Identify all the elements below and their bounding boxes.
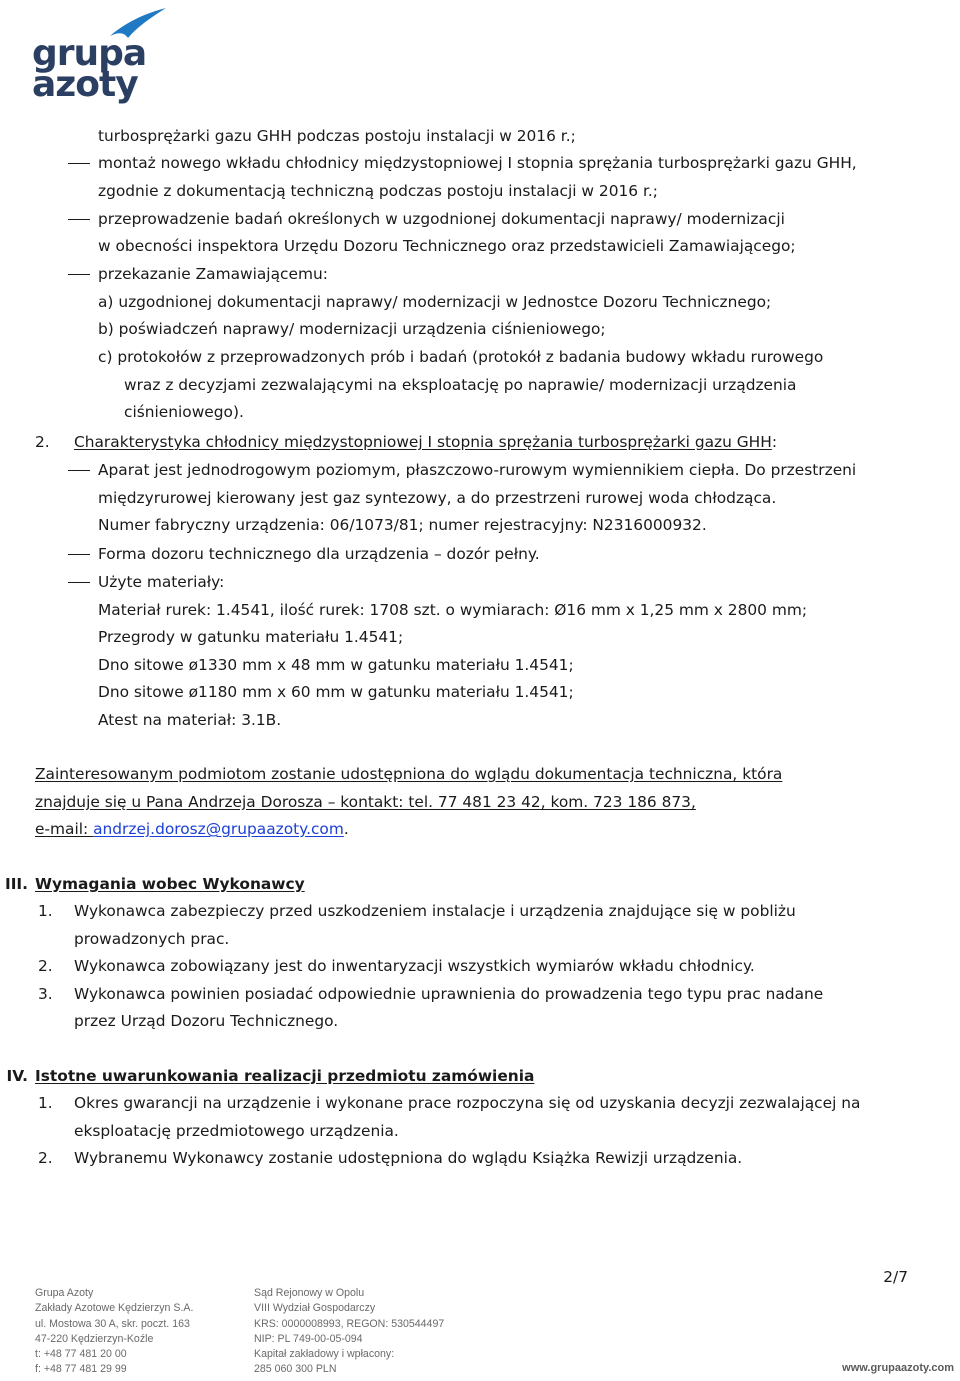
contact-line: Zainteresowanym podmiotom zostanie udostępniona do wglądu dokumentacja techniczna, która xyxy=(35,765,783,783)
text-line: w obecności inspektora Urzędu Dozoru Technicznego oraz przedstawicieli Zamawiającego; xyxy=(98,237,796,255)
section-number: III. xyxy=(4,875,28,893)
list-dash xyxy=(68,219,90,220)
text-line: Forma dozoru technicznego dla urządzenia – dozór pełny. xyxy=(98,545,540,563)
text-line: Materiał rurek: 1.4541, ilość rurek: 1708 szt. o wymiarach: Ø16 mm x 1,25 mm x 2800 mm; xyxy=(98,601,808,619)
list-number: 3. xyxy=(38,985,53,1003)
footer-line: 47-220 Kędzierzyn-Koźle xyxy=(35,1332,154,1345)
text-line: ciśnieniowego). xyxy=(124,403,244,421)
section-number: IV. xyxy=(6,1067,28,1085)
footer-line: f: +48 77 481 29 99 xyxy=(35,1363,127,1376)
email-suffix: . xyxy=(343,820,349,838)
footer-line: ul. Mostowa 30 A, skr. poczt. 163 xyxy=(35,1317,190,1330)
footer-line: VIII Wydział Gospodarczy xyxy=(254,1302,376,1315)
text-line: wraz z decyzjami zezwalającymi na eksploatację po naprawie/ modernizacji urządzenia xyxy=(124,376,797,394)
email-link[interactable]: andrzej.dorosz@grupaazoty.com xyxy=(93,820,344,838)
section-title: Istotne uwarunkowania realizacji przedmiotu zamówienia xyxy=(35,1067,535,1085)
footer-line: Kapitał zakładowy i wpłacony: xyxy=(254,1348,395,1361)
list-number: 2. xyxy=(38,1149,53,1167)
text-line: zgodnie z dokumentacją techniczną podczas postoju instalacji w 2016 r.; xyxy=(98,182,658,200)
footer-line: Grupa Azoty xyxy=(35,1287,94,1299)
list-item-text: Wykonawca zabezpieczy przed uszkodzeniem instalacje i urządzenia znajdujące się w pobliżu xyxy=(74,902,796,920)
footer-company xyxy=(35,1286,193,1378)
text-line: montaż nowego wkładu chłodnicy międzystopniowej I stopnia sprężania turbosprężarki gazu GHH, xyxy=(98,154,857,172)
text-line: Dno sitowe ø1330 mm x 48 mm w gatunku materiału 1.4541; xyxy=(98,656,574,674)
footer-line: Zakłady Azotowe Kędzierzyn S.A. xyxy=(35,1302,194,1315)
text-line: b) poświadczeń naprawy/ modernizacji urządzenia ciśnieniowego; xyxy=(98,320,606,338)
text-line: Przegrody w gatunku materiału 1.4541; xyxy=(98,628,404,646)
list-item-text: Wykonawca powinien posiadać odpowiednie uprawnienia do prowadzenia tego typu prac nadane xyxy=(74,985,824,1003)
logo-word-azoty: azoty xyxy=(32,64,138,105)
text-line: Atest na materiał: 3.1B. xyxy=(98,711,282,729)
justified-line xyxy=(98,347,908,367)
list-item-text: Wykonawca zobowiązany jest do inwentaryzacji wszystkich wymiarów wkładu chłodnicy. xyxy=(74,957,755,975)
list-item-text: przez Urząd Dozoru Technicznego. xyxy=(74,1012,339,1030)
list-number: 1. xyxy=(38,1094,53,1112)
text-line: międzyrurowej kierowany jest gaz syntezowy, a do przestrzeni rurowej woda chłodząca. xyxy=(98,489,777,507)
list-dash xyxy=(68,274,90,275)
heading-colon: : xyxy=(771,433,778,451)
footer-line: NIP: PL 749-00-05-094 xyxy=(254,1332,363,1345)
heading-text: Charakterystyka chłodnicy międzystopniowej I stopnia sprężania turbosprężarki gazu GHH xyxy=(74,433,772,451)
email-prefix: e-mail: xyxy=(35,820,94,838)
section-title: Wymagania wobec Wykonawcy xyxy=(35,875,305,893)
footer-line: KRS: 0000008993, REGON: 530544497 xyxy=(254,1317,445,1330)
list-number: 2. xyxy=(35,433,50,451)
list-item-text: Okres gwarancji na urządzenie i wykonane prace rozpoczyna się od uzyskania decyzji zezwalającej na xyxy=(74,1094,861,1112)
text-line: a) uzgodnionej dokumentacji naprawy/ modernizacji w Jednostce Dozoru Technicznego; xyxy=(98,293,772,311)
text-line: Użyte materiały: xyxy=(98,573,225,591)
list-dash xyxy=(68,470,90,471)
contact-email-line xyxy=(35,819,349,839)
footer-line: 285 060 300 PLN xyxy=(254,1363,337,1376)
text-line: Numer fabryczny urządzenia: 06/1073/81; numer rejestracyjny: N2316000932. xyxy=(98,516,707,534)
list-dash xyxy=(68,582,90,583)
list-dash xyxy=(68,554,90,555)
text-line: turbosprężarki gazu GHH podczas postoju instalacji w 2016 r.; xyxy=(98,127,576,145)
page-number: 2/7 xyxy=(883,1268,908,1286)
list-dash xyxy=(68,163,90,164)
logo-word-grupa: grupa xyxy=(32,33,147,74)
list-item-text: prowadzonych prac. xyxy=(74,930,230,948)
justified-line xyxy=(98,209,908,229)
list-item-text: Wybranemu Wykonawcy zostanie udostępniona do wglądu Książka Rewizji urządzenia. xyxy=(74,1149,743,1167)
list-number: 1. xyxy=(38,902,53,920)
footer-website[interactable]: www.grupaazoty.com xyxy=(842,1362,954,1374)
list-item-text: eksploatację przedmiotowego urządzenia. xyxy=(74,1122,399,1140)
list-number: 2. xyxy=(38,957,53,975)
text-line: przekazanie Zamawiającemu: xyxy=(98,265,328,283)
text-line: c) protokołów z przeprowadzonych prób i badań (protokół z badania budowy wkładu rurowego xyxy=(98,348,824,366)
text-line: przeprowadzenie badań określonych w uzgodnionej dokumentacji naprawy/ modernizacji xyxy=(98,210,785,228)
section-heading xyxy=(74,432,777,452)
contact-line: znajduje się u Pana Andrzeja Dorosza – kontakt: tel. 77 481 23 42, kom. 723 186 873, xyxy=(35,793,696,811)
text-line: Aparat jest jednodrogowym poziomym, płaszczowo-rurowym wymiennikiem ciepła. Do przestrzeni xyxy=(98,461,857,479)
footer-registry xyxy=(254,1286,444,1378)
footer-line: Sąd Rejonowy w Opolu xyxy=(254,1287,365,1299)
footer-line: t: +48 77 481 20 00 xyxy=(35,1348,127,1361)
text-line: Dno sitowe ø1180 mm x 60 mm w gatunku materiału 1.4541; xyxy=(98,683,574,701)
grupa-azoty-logo xyxy=(32,6,192,105)
